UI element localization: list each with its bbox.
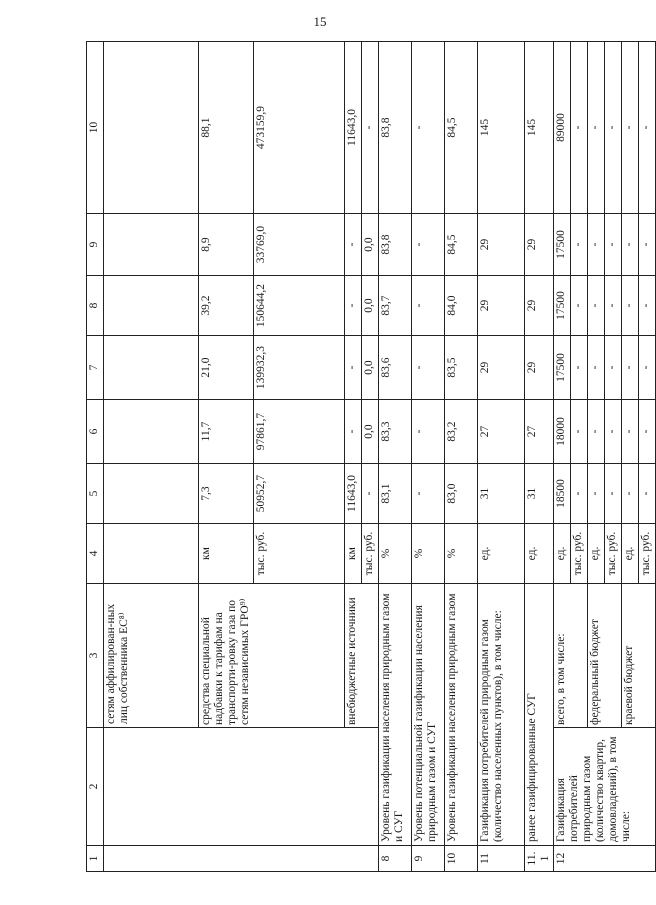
value-cell: - [622, 336, 639, 400]
value-cell: 83,6 [379, 336, 412, 400]
value-cell: - [605, 400, 622, 464]
value-cell: - [639, 400, 656, 464]
value-cell: - [605, 214, 622, 276]
value-cell: 89000 [554, 42, 571, 214]
value-cell: - [362, 464, 379, 524]
value-cell: 84,5 [445, 42, 478, 214]
value-cell: 11643,0 [345, 42, 362, 214]
unit-cell: тыс. руб. [639, 524, 656, 584]
subsource-label: средства специальной надбавки к тарифам на транспорти-ровку газа по сетям независимых ГРО⁹⁾ [199, 584, 345, 728]
value-cell: - [571, 464, 588, 524]
value-cell: - [639, 276, 656, 336]
value-cell: 150644,2 [254, 276, 345, 336]
column-header: 4 [87, 524, 104, 584]
value-cell: 29 [525, 336, 554, 400]
column-header: 1 [87, 846, 104, 872]
value-cell: - [588, 464, 605, 524]
data-table [86, 41, 656, 872]
value-cell: - [622, 276, 639, 336]
value-cell [104, 464, 199, 524]
subsource-label: сетям аффилирован-ных лиц собственника ЕС⁸⁾ [104, 584, 199, 728]
value-cell: - [588, 276, 605, 336]
value-cell [104, 42, 199, 214]
value-cell: - [639, 214, 656, 276]
value-cell: - [412, 276, 445, 336]
value-cell: - [622, 214, 639, 276]
row-name-cell: Газификация потребителей природным газом (количество населенных пунктов), в том числе: [478, 584, 525, 846]
value-cell: 29 [478, 276, 525, 336]
table-row [379, 42, 412, 872]
value-cell: 84,5 [445, 214, 478, 276]
value-cell: 0,0 [362, 336, 379, 400]
value-cell: - [571, 400, 588, 464]
value-cell: - [622, 400, 639, 464]
value-cell: - [588, 336, 605, 400]
value-cell: 29 [478, 336, 525, 400]
value-cell: 84,0 [445, 276, 478, 336]
column-header: 5 [87, 464, 104, 524]
column-header: 9 [87, 214, 104, 276]
value-cell: - [412, 464, 445, 524]
row-number-cell: 9 [412, 846, 445, 872]
value-cell: - [412, 400, 445, 464]
budget-label: краевой бюджет [622, 584, 656, 728]
value-cell: - [345, 214, 362, 276]
unit-cell: ед. [554, 524, 571, 584]
value-cell: - [571, 42, 588, 214]
row-number-cell: 12 [554, 846, 656, 872]
value-cell: - [639, 464, 656, 524]
page-number: 15 [313, 14, 327, 29]
unit-cell: тыс. руб. [571, 524, 588, 584]
value-cell: 83,7 [379, 276, 412, 336]
value-cell [104, 214, 199, 276]
unit-cell: % [445, 524, 478, 584]
budget-label: федеральный бюджет [588, 584, 622, 728]
value-cell: 8,9 [199, 214, 254, 276]
row-number-cell: 8 [379, 846, 412, 872]
value-cell: - [588, 400, 605, 464]
row-name-cell: Уровень газификации населения природным газом [445, 584, 478, 846]
unit-cell: ед. [588, 524, 605, 584]
value-cell: 31 [525, 464, 554, 524]
unit-cell: км [199, 524, 254, 584]
value-cell: 83,8 [379, 42, 412, 214]
row12-subrow [554, 42, 571, 872]
value-cell: - [622, 42, 639, 214]
value-cell: 21,0 [199, 336, 254, 400]
value-cell: - [345, 336, 362, 400]
value-cell: 7,3 [199, 464, 254, 524]
value-cell: 88,1 [199, 42, 254, 214]
value-cell: 11643,0 [345, 464, 362, 524]
value-cell: 145 [478, 42, 525, 214]
value-cell: 83,8 [379, 214, 412, 276]
value-cell: - [605, 42, 622, 214]
value-cell: 29 [478, 214, 525, 276]
row-name-cell [104, 728, 379, 846]
value-cell: 145 [525, 42, 554, 214]
value-cell: - [345, 400, 362, 464]
value-cell: 17500 [554, 276, 571, 336]
extra-budget-label: внебюджетные источники [345, 584, 379, 728]
unit-cell [104, 524, 199, 584]
value-cell: - [605, 276, 622, 336]
value-cell: 33769,0 [254, 214, 345, 276]
column-header: 8 [87, 276, 104, 336]
unit-cell: тыс. руб. [254, 524, 345, 584]
row-name-cell: Уровень потенциальной газификации населения природным газом и СУГ [412, 584, 445, 846]
value-cell: 17500 [554, 214, 571, 276]
table-row [445, 42, 478, 872]
value-cell: 0,0 [362, 276, 379, 336]
value-cell: 0,0 [362, 214, 379, 276]
column-header: 10 [87, 42, 104, 214]
value-cell: 27 [525, 400, 554, 464]
header-row [87, 42, 104, 872]
row-number-cell: 11 [478, 846, 525, 872]
value-cell: 11,7 [199, 400, 254, 464]
value-cell [104, 276, 199, 336]
table-row [412, 42, 445, 872]
unit-cell: тыс. руб. [605, 524, 622, 584]
value-cell: 18000 [554, 400, 571, 464]
row-name-cell: ранее газифицированные СУГ [525, 584, 554, 846]
row-number-cell: 10 [445, 846, 478, 872]
value-cell: - [362, 42, 379, 214]
value-cell: 83,2 [445, 400, 478, 464]
value-cell [104, 336, 199, 400]
row-name-cell: Газификация потребителей природным газом (количество квартир, домовладений), в том числе: [554, 728, 656, 846]
value-cell: 83,5 [445, 336, 478, 400]
value-cell: - [412, 336, 445, 400]
value-cell: - [639, 336, 656, 400]
value-cell: - [571, 276, 588, 336]
value-cell: - [588, 214, 605, 276]
value-cell: 17500 [554, 336, 571, 400]
unit-cell: тыс. руб. [362, 524, 379, 584]
value-cell: 139932,3 [254, 336, 345, 400]
column-header: 7 [87, 336, 104, 400]
unit-cell: ед. [622, 524, 639, 584]
value-cell: - [622, 464, 639, 524]
value-cell: 27 [478, 400, 525, 464]
value-cell: - [345, 276, 362, 336]
value-cell: 83,1 [379, 464, 412, 524]
value-cell [104, 400, 199, 464]
rotated-table-container [86, 42, 652, 872]
unit-cell: ед. [525, 524, 554, 584]
unit-cell: ед. [478, 524, 525, 584]
unit-cell: км [345, 524, 362, 584]
table-row [525, 42, 554, 872]
value-cell: 31 [478, 464, 525, 524]
value-cell: 97861,7 [254, 400, 345, 464]
value-cell: - [588, 42, 605, 214]
value-cell: - [605, 464, 622, 524]
value-cell: - [412, 42, 445, 214]
value-cell: 29 [525, 276, 554, 336]
column-header: 6 [87, 400, 104, 464]
unit-cell: % [412, 524, 445, 584]
table-row [478, 42, 525, 872]
row-name-cell: Уровень газификации населения природным газом и СУГ [379, 584, 412, 846]
budget-label: всего, в том числе: [554, 584, 588, 728]
value-cell: 18500 [554, 464, 571, 524]
value-cell: 39,2 [199, 276, 254, 336]
value-cell: 50952,7 [254, 464, 345, 524]
unit-cell: % [379, 524, 412, 584]
value-cell: - [571, 214, 588, 276]
value-cell: - [412, 214, 445, 276]
column-header: 3 [87, 584, 104, 728]
value-cell: 0,0 [362, 400, 379, 464]
value-cell: 473159,9 [254, 42, 345, 214]
value-cell: - [605, 336, 622, 400]
row-number-cell [104, 846, 379, 872]
continuation-row [104, 42, 199, 872]
value-cell: - [639, 42, 656, 214]
value-cell: 83,3 [379, 400, 412, 464]
column-header: 2 [87, 728, 104, 846]
row-number-cell: 11.1 [525, 846, 554, 872]
value-cell: 29 [525, 214, 554, 276]
value-cell: - [571, 336, 588, 400]
value-cell: 83,0 [445, 464, 478, 524]
